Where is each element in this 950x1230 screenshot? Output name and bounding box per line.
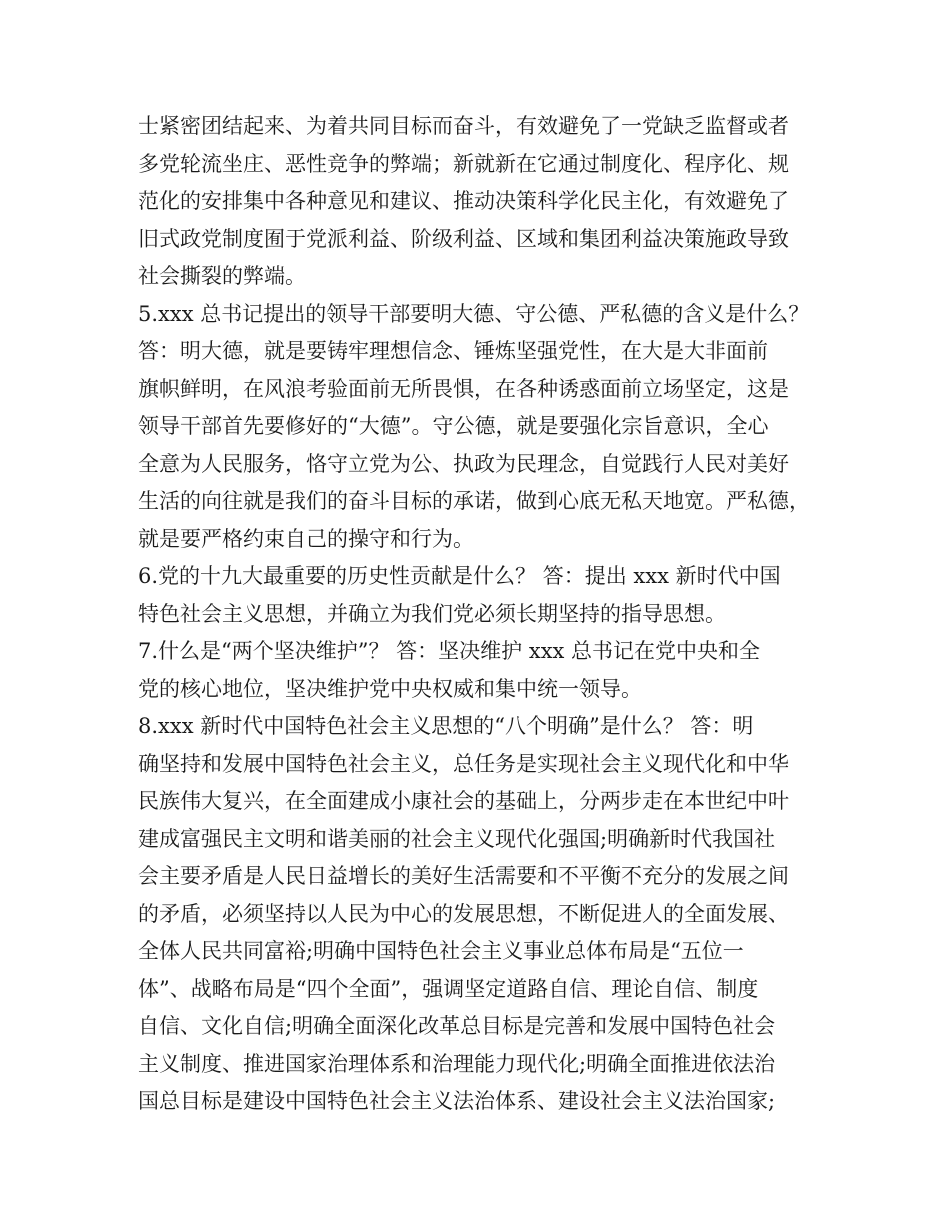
text-line: 答：明大德，就是要铸牢理想信念、锤炼坚强党性，在大是大非面前: [138, 339, 768, 363]
text-line: 旗帜鲜明，在风浪考验面前无所畏惧，在各种诱惑面前立场坚定，这是: [138, 376, 789, 401]
text-line: 领导干部首先要修好的“大德”。守公德，就是要强化宗旨意识，全心: [138, 414, 769, 438]
text-line: 的矛盾，必须坚持以人民为中心的发展思想，不断促进人的全面发展、: [138, 901, 789, 926]
text-line: 体”、战略布局是“四个全面”，强调坚定道路自信、理论自信、制度: [138, 976, 759, 1001]
text-line: 旧式政党制度囿于党派利益、阶级利益、区域和集团利益决策施政导致: [138, 226, 789, 251]
text-line: 社会撕裂的弊端。: [138, 264, 306, 288]
text-line: 确坚持和发展中国特色社会主义，总任务是实现社会主义现代化和中华: [138, 751, 789, 776]
text-line: 多党轮流坐庄、恶性竞争的弊端；新就新在它通过制度化、程序化、规: [138, 151, 789, 176]
text-line: 会主要矛盾是人民日益增长的美好生活需要和不平衡不充分的发展之间: [138, 864, 789, 888]
text-line: 自信、文化自信;明确全面深化改革总目标是完善和发展中国特色社会: [138, 1014, 776, 1038]
text-line: 就是要严格约束自己的操守和行为。: [138, 526, 474, 551]
question-5-line: 5.xxx 总书记提出的领导干部要明大德、守公德、严私德的含义是什么？: [138, 301, 810, 326]
text-line: 党的核心地位，坚决维护党中央权威和集中统一领导。: [138, 676, 642, 701]
text-line: 全意为人民服务，恪守立党为公、执政为民理念，自觉践行人民对美好: [138, 451, 789, 476]
text-line: 国总目标是建设中国特色社会主义法治体系、建设社会主义法治国家;: [138, 1089, 776, 1113]
text-line: 生活的向往就是我们的奋斗目标的承诺，做到心底无私天地宽。严私德，: [138, 489, 810, 513]
document-body: [138, 108, 828, 1121]
question-7-line: 7.什么是“两个坚决维护”？ 答：坚决维护 xxx 总书记在党中央和全: [138, 639, 761, 663]
text-line: 士紧密团结起来、为着共同目标而奋斗，有效避免了一党缺乏监督或者: [138, 114, 789, 138]
text-line: 民族伟大复兴，在全面建成小康社会的基础上，分两步走在本世纪中叶: [138, 789, 789, 813]
text-line: 范化的安排集中各种意见和建议、推动决策科学化民主化，有效避免了: [138, 189, 789, 213]
text-line: 主义制度、推进国家治理体系和治理能力现代化;明确全面推进依法治: [138, 1051, 776, 1076]
question-8-line: 8.xxx 新时代中国特色社会主义思想的“八个明确”是什么？ 答：明: [138, 714, 754, 738]
question-6-line: 6.党的十九大最重要的历史性贡献是什么？ 答：提出 xxx 新时代中国: [138, 564, 781, 588]
text-line: 特色社会主义思想，并确立为我们党必须长期坚持的指导思想。: [138, 601, 726, 626]
text-line: 全体人民共同富裕;明确中国特色社会主义事业总体布局是“五位一: [138, 939, 744, 963]
text-line: 建成富强民主文明和谐美丽的社会主义现代化强国;明确新时代我国社: [138, 826, 776, 851]
